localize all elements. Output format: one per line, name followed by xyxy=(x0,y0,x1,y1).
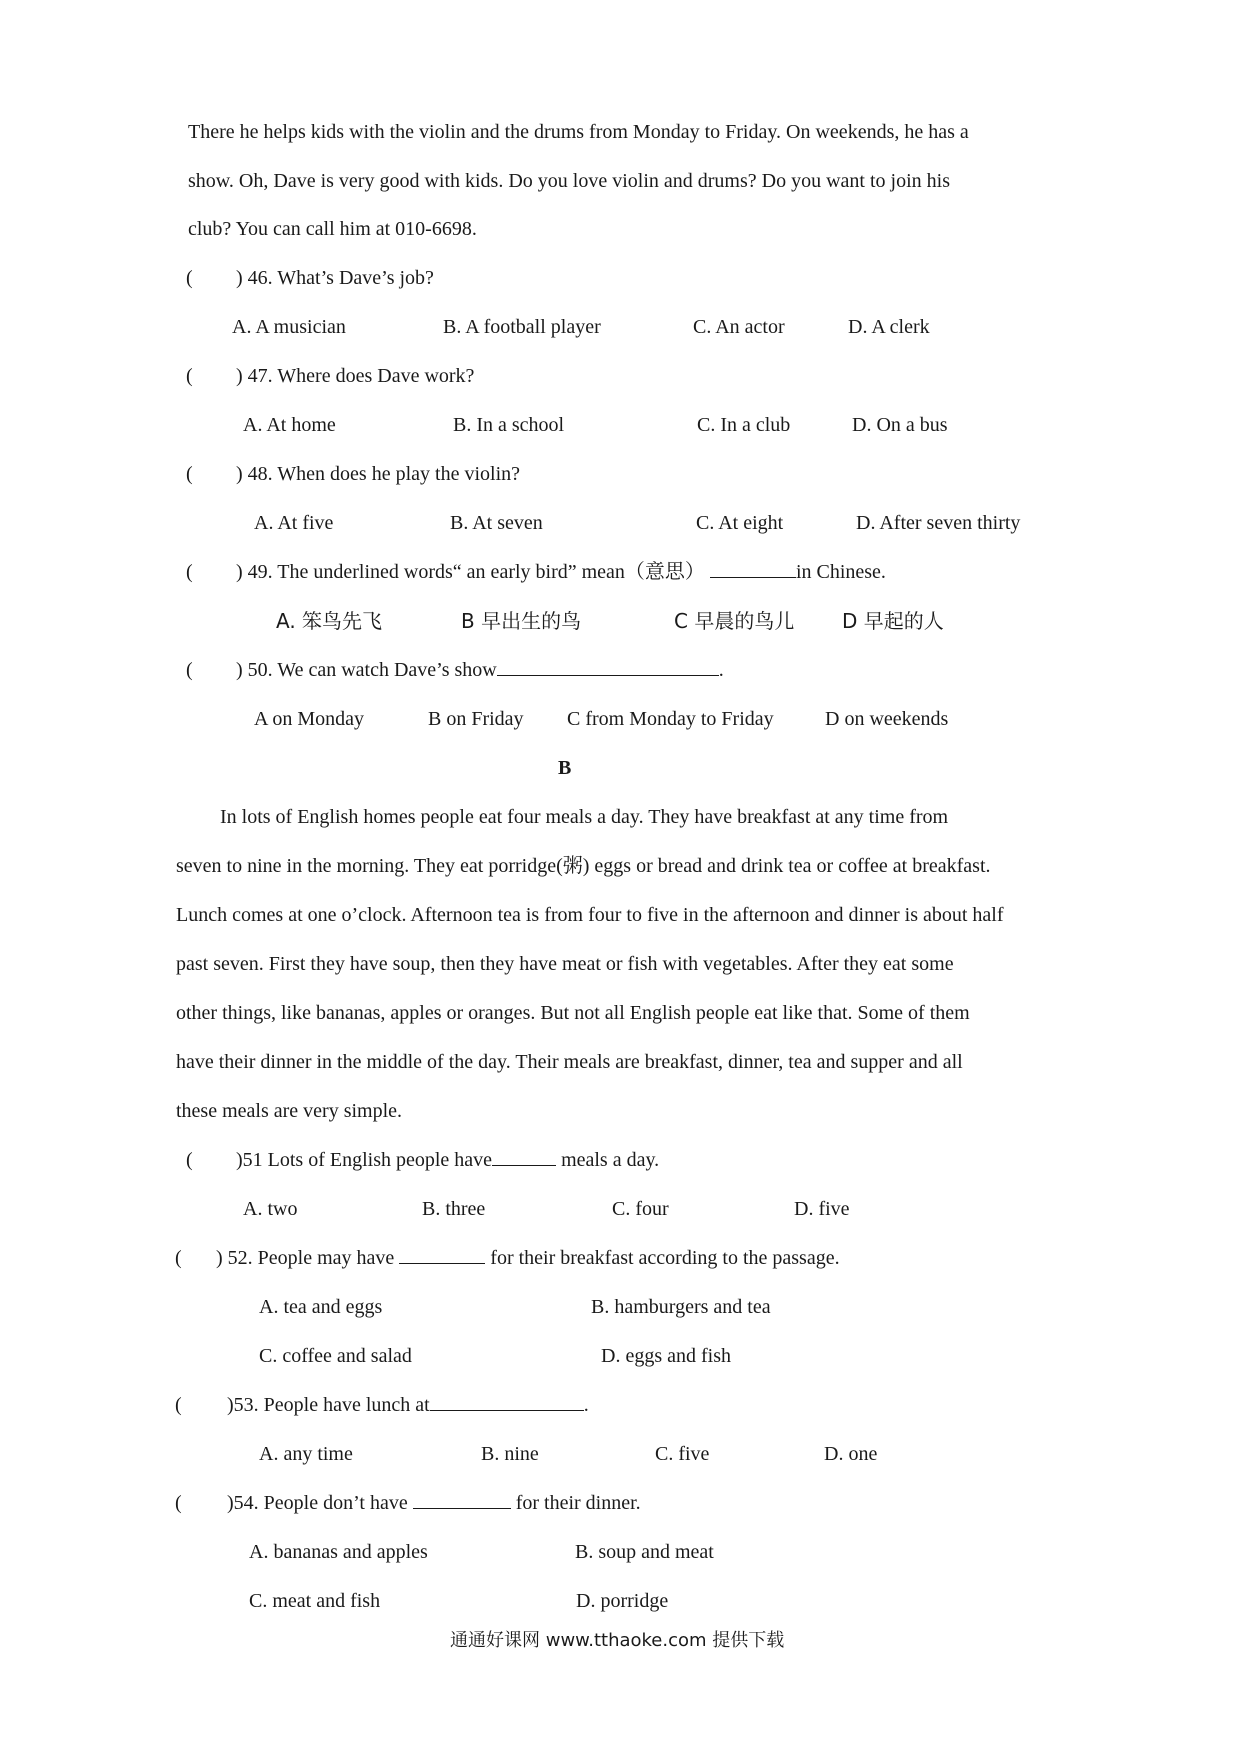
option-54-c: C. meat and fish xyxy=(249,1590,381,1612)
option-47-c: C. In a club xyxy=(697,414,791,436)
question-50-after: . xyxy=(718,659,724,681)
option-49-d: D 早起的人 xyxy=(842,609,944,633)
option-50-d: D on weekends xyxy=(825,708,949,730)
answer-paren: ( xyxy=(186,1149,193,1171)
question-51-text: )51 Lots of English people have xyxy=(236,1149,493,1171)
passage-line: past seven. First they have soup, then they have meat or fish with vegetables. After they eat some xyxy=(176,953,954,975)
option-50-a: A on Monday xyxy=(254,708,364,730)
question-54 xyxy=(227,1490,641,1516)
answer-blank xyxy=(710,559,796,578)
option-47-d: D. On a bus xyxy=(852,414,948,436)
option-46-b: B. A football player xyxy=(443,316,601,338)
option-48-d: D. After seven thirty xyxy=(856,512,1021,534)
question-52 xyxy=(216,1245,840,1271)
section-heading: B xyxy=(558,757,572,779)
answer-paren: ( xyxy=(175,1492,182,1514)
option-49-b: B 早出生的鸟 xyxy=(461,609,582,633)
option-53-a: A. any time xyxy=(259,1443,353,1465)
option-53-d: D. one xyxy=(824,1443,878,1465)
option-53-b: B. nine xyxy=(481,1443,539,1465)
passage-line: In lots of English homes people eat four meals a day. They have breakfast at any time from xyxy=(220,806,949,828)
option-49-a: A. 笨鸟先飞 xyxy=(276,609,383,633)
question-50-text: ) 50. We can watch Dave’s show xyxy=(236,659,497,681)
option-48-c: C. At eight xyxy=(696,512,784,534)
question-48: ) 48. When does he play the violin? xyxy=(236,463,521,485)
answer-blank xyxy=(430,1392,584,1411)
question-54-after: for their dinner. xyxy=(515,1492,641,1514)
option-46-c: C. An actor xyxy=(693,316,785,338)
passage-line: show. Oh, Dave is very good with kids. Do you love violin and drums? Do you want to join his xyxy=(188,170,950,192)
option-52-b: B. hamburgers and tea xyxy=(591,1296,771,1318)
option-50-b: B on Friday xyxy=(428,708,524,730)
passage-line: these meals are very simple. xyxy=(176,1100,403,1122)
option-52-c: C. coffee and salad xyxy=(259,1345,412,1367)
question-53-after: . xyxy=(583,1394,589,1416)
question-50 xyxy=(236,657,724,683)
question-47: ) 47. Where does Dave work? xyxy=(236,365,475,387)
answer-paren: ( xyxy=(175,1247,182,1269)
option-52-d: D. eggs and fish xyxy=(601,1345,731,1367)
answer-paren: ( xyxy=(186,267,193,289)
answer-blank xyxy=(497,657,719,676)
option-47-b: B. In a school xyxy=(453,414,565,436)
option-46-d: D. A clerk xyxy=(848,316,930,338)
passage-line: There he helps kids with the violin and the drums from Monday to Friday. On weekends, he has a xyxy=(188,121,969,143)
passage-line: have their dinner in the middle of the day. Their meals are breakfast, dinner, tea and supper and all xyxy=(176,1051,963,1073)
question-46: ) 46. What’s Dave’s job? xyxy=(236,267,434,289)
option-51-c: C. four xyxy=(612,1198,669,1220)
question-49-text: ) 49. The underlined words“ an early bird” mean（意思） xyxy=(236,561,705,583)
answer-blank xyxy=(413,1490,511,1509)
option-54-b: B. soup and meat xyxy=(575,1541,714,1563)
answer-blank xyxy=(399,1245,485,1264)
passage-line: seven to nine in the morning. They eat porridge(粥) eggs or bread and drink tea or coffee at breakfast. xyxy=(176,855,991,877)
option-48-b: B. At seven xyxy=(450,512,543,534)
option-54-d: D. porridge xyxy=(576,1590,669,1612)
option-48-a: A. At five xyxy=(254,512,334,534)
answer-paren: ( xyxy=(186,561,193,583)
option-46-a: A. A musician xyxy=(232,316,346,338)
answer-paren: ( xyxy=(175,1394,182,1416)
question-51 xyxy=(236,1147,659,1173)
question-49-after: in Chinese. xyxy=(795,561,886,583)
answer-blank xyxy=(492,1147,556,1166)
option-53-c: C. five xyxy=(655,1443,710,1465)
option-51-d: D. five xyxy=(794,1198,850,1220)
option-51-b: B. three xyxy=(422,1198,486,1220)
option-52-a: A. tea and eggs xyxy=(259,1296,383,1318)
answer-paren: ( xyxy=(186,463,193,485)
page-footer: 通通好课网 www.tthaoke.com 提供下载 xyxy=(450,1630,785,1651)
option-54-a: A. bananas and apples xyxy=(249,1541,428,1563)
passage-line: Lunch comes at one o’clock. Afternoon tea is from four to five in the afternoon and dinner is about half xyxy=(176,904,1004,926)
question-49 xyxy=(236,559,886,585)
question-52-after: for their breakfast according to the passage. xyxy=(490,1247,840,1269)
option-49-c: C 早晨的鸟儿 xyxy=(674,609,795,633)
option-50-c: C from Monday to Friday xyxy=(567,708,774,730)
answer-paren: ( xyxy=(186,365,193,387)
question-52-text: ) 52. People may have xyxy=(216,1247,395,1269)
passage-line: club? You can call him at 010-6698. xyxy=(188,218,477,240)
option-51-a: A. two xyxy=(243,1198,298,1220)
answer-paren: ( xyxy=(186,659,193,681)
question-53-text: )53. People have lunch at xyxy=(227,1394,430,1416)
passage-line: other things, like bananas, apples or oranges. But not all English people eat like that. Some of them xyxy=(176,1002,970,1024)
question-53 xyxy=(227,1392,589,1418)
question-54-text: )54. People don’t have xyxy=(227,1492,408,1514)
option-47-a: A. At home xyxy=(243,414,336,436)
question-51-after: meals a day. xyxy=(556,1149,660,1171)
